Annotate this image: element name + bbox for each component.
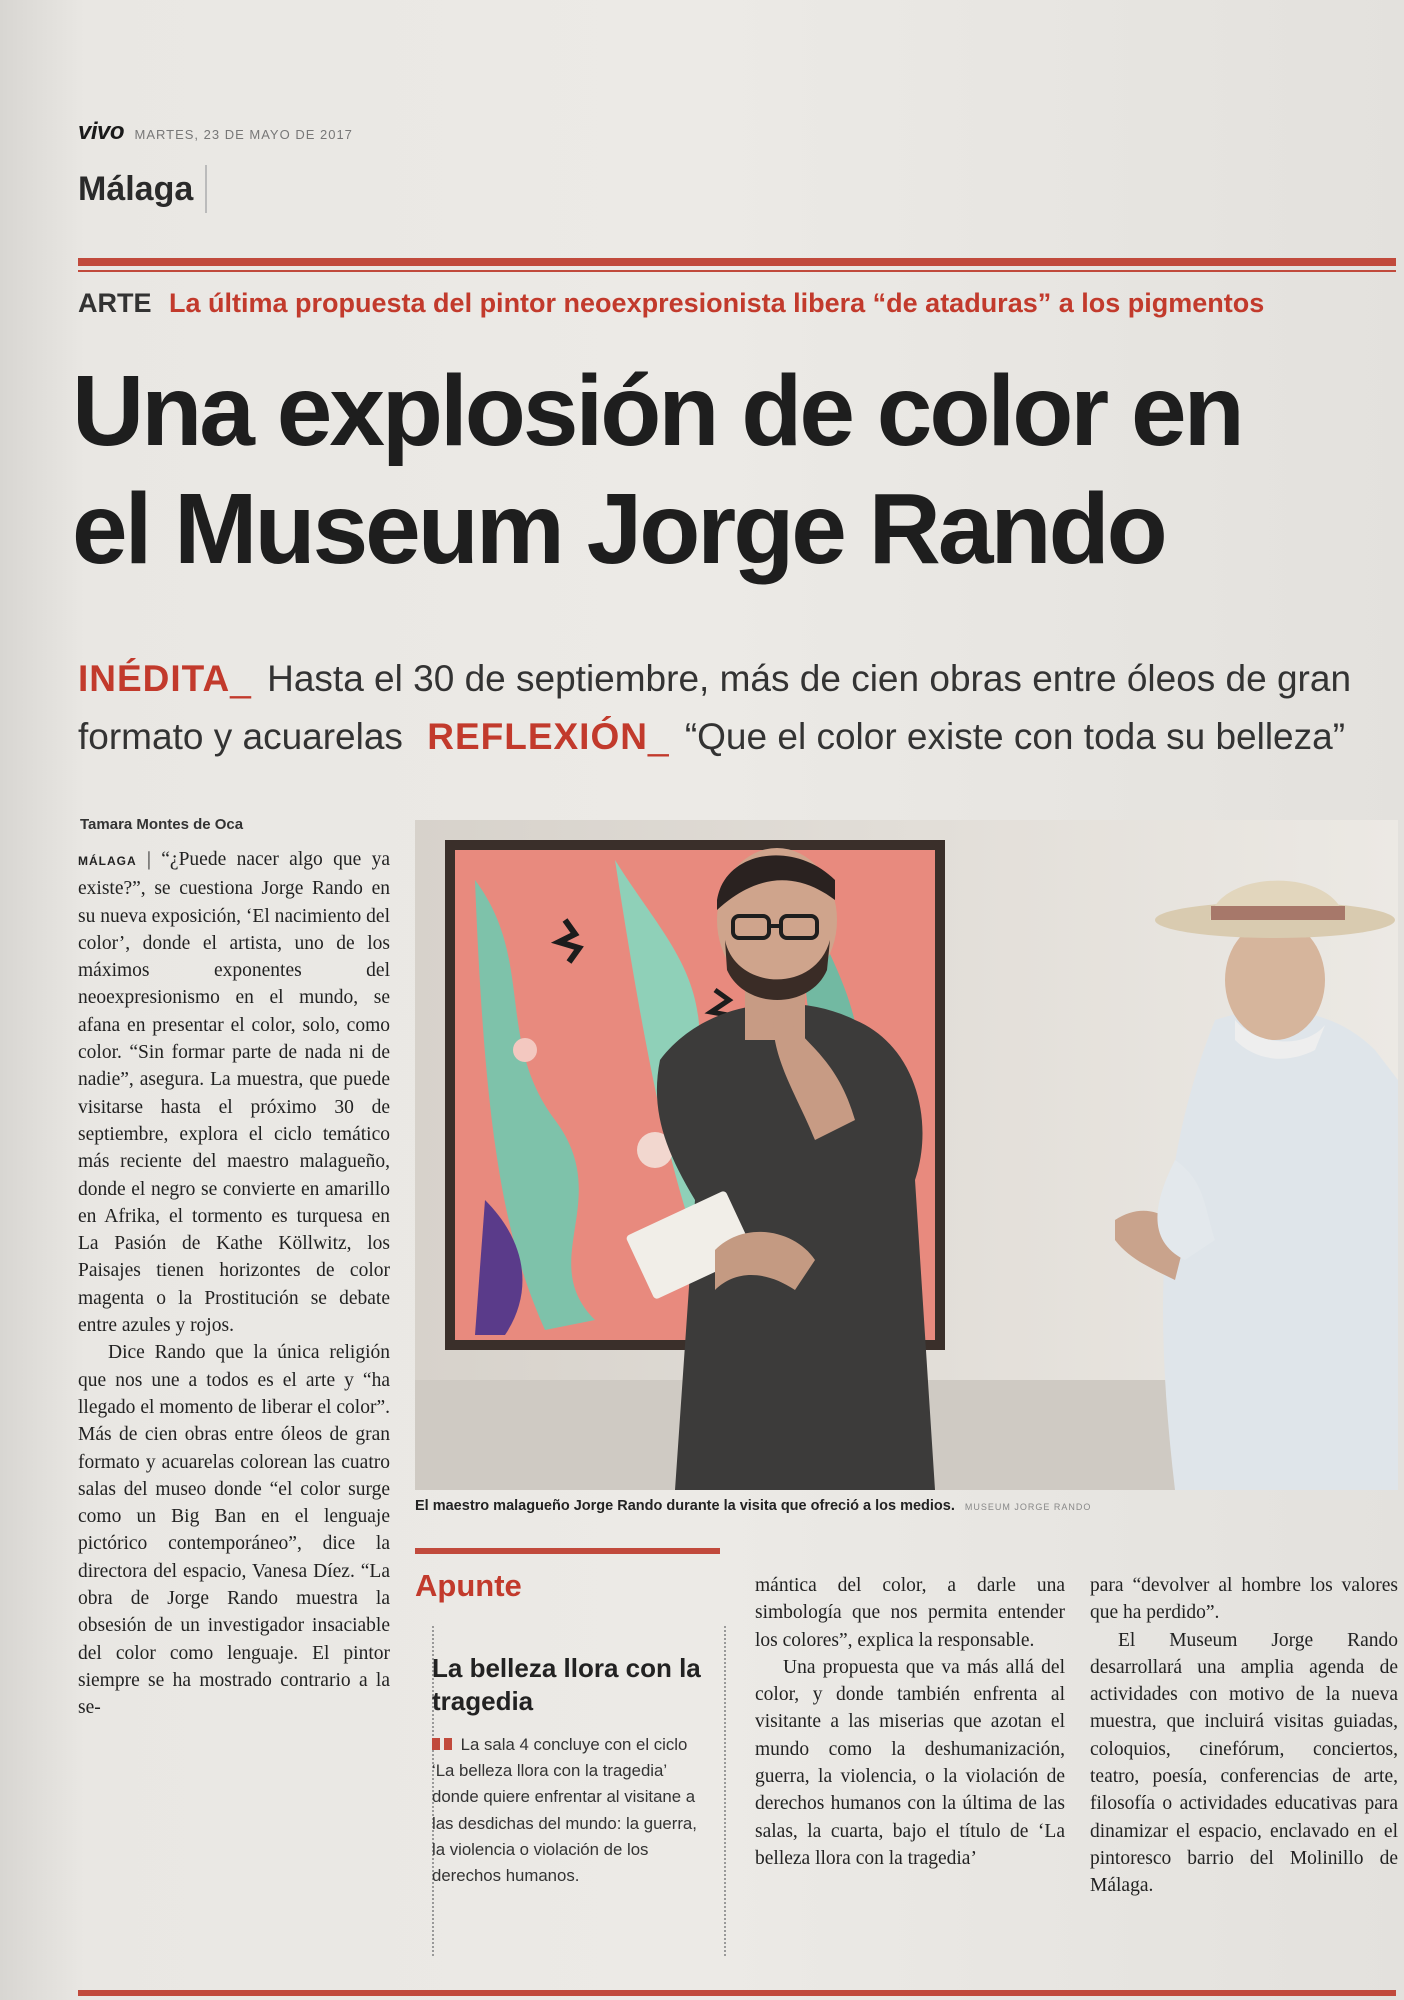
photo-caption: [415, 1498, 1398, 1514]
headline-line-2: el Museum Jorge Rando: [72, 473, 1165, 585]
bullet-square-icon: [444, 1738, 452, 1750]
deck-text-2: “Que el color existe con toda su belleza”: [684, 716, 1346, 757]
body-paragraph-3: mántica del color, a darle una simbología que nos permita entender los colores”, explica la responsable.: [755, 1575, 1065, 1651]
body-column-1: [78, 846, 390, 1722]
body-paragraph-1-text: “¿Puede nacer algo que ya existe?”, se cuestiona Jorge Rando en su nueva exposición, ‘El nacimiento del color’, donde el artista, uno de los máximos exponentes del neoexpresionismo en el mundo, se afana en presentar el color, solo, como color. “Sin formar parte de nada ni de nadie”, asegura. La muestra, que puede visitarse hasta el próximo 30 de septiembre, explora el ciclo temático más reciente del maestro malagueño, donde el negro se convierte en amarillo en Afrika, el tormento es turquesa en La Pasión de Kathe Köllwitz, los Paisajes tienen horizontes de color magenta o la Prostitución se debate entre azules y rojos.: [78, 849, 390, 1337]
deck-separator-2: _: [647, 716, 669, 757]
kicker: [78, 288, 1264, 319]
section-name: Málaga: [78, 165, 207, 213]
headline: [72, 352, 1392, 588]
deck-separator-1: _: [230, 658, 251, 699]
masthead-date: MARTES, 23 DE MAYO DE 2017: [134, 127, 353, 142]
photo-caption-text: El maestro malagueño Jorge Rando durante la visita que ofreció a los medios.: [415, 1498, 955, 1514]
body-paragraph-6: El Museum Jorge Rando desarrollará una amplia agenda de actividades con motivo de la nueva muestra, que incluirá visitas guiadas, coloquios, cinefórum, conciertos, teatro, poesía, conferencias de arte, filosofía o actividades educativas para dinamizar el espacio, enclavado en el pintoresco barrio del Molinillo de Málaga.: [1090, 1629, 1398, 1897]
bottom-rule: [78, 1990, 1396, 1996]
body-paragraph-2: Dice Rando que la única religión que nos une a todos es el arte y “ha llegado el momento de liberar el color”. Más de cien obras entre óleos de gran formato y acuarelas colorean las cuatro salas del museo donde “el color surge como un Big Ban en el lenguaje pictórico contemporáneo”, dice la directora del espacio, Vanesa Díez. “La obra de Jorge Rando muestra la obsesión de un investigador insaciable del color como lenguaje. El pintor siempre se ha mostrado contrario a la se-: [78, 1342, 390, 1719]
top-rule: [78, 258, 1396, 266]
bullet-square-icon: [432, 1738, 440, 1750]
deck-label-2: REFLEXIÓN: [427, 716, 648, 757]
body-column-3: [755, 1572, 1065, 1872]
photo-illustration: [415, 820, 1398, 1490]
headline-line-1: Una explosión de color en: [72, 355, 1242, 467]
kicker-tag: ARTE: [78, 288, 152, 318]
byline: Tamara Montes de Oca: [80, 816, 244, 833]
body-column-4: [1090, 1572, 1398, 1900]
deck: [78, 650, 1398, 766]
apunte-headline: La belleza llora con la tragedia: [432, 1653, 701, 1716]
top-rule-thin: [78, 270, 1396, 272]
apunte-rule: [415, 1548, 720, 1554]
body-paragraph-1: [78, 846, 390, 1339]
body-paragraph-4: Una propuesta que va más allá del color, y donde también enfrenta al visitante a las miserias que azotan el mundo como la deshumanización, guerra, la violencia, o la violación de derechos humanos con la última de las salas, la cuarta, bajo el título de ‘La belleza llora con la tragedia’: [755, 1656, 1065, 1869]
article-photo: [415, 820, 1398, 1490]
photo-credit: MUSEUM JORGE RANDO: [964, 1502, 1092, 1512]
apunte-title: Apunte: [415, 1568, 522, 1603]
deck-text-1: Hasta el 30 de septiembre, más de cien obras entre óleos de gran formato y acuarelas: [78, 658, 1352, 757]
apunte-body-text: La sala 4 concluye con el ciclo ‘La belleza llora con la tragedia’ donde quiere enfrentar al visitane a las desdichas del mundo: la guerra, la violencia o violación de los derechos humanos.: [432, 1735, 697, 1886]
deck-label-1: INÉDITA: [78, 658, 231, 699]
apunte-body: [432, 1732, 710, 1889]
dateline-separator: |: [136, 849, 162, 870]
body-paragraph-5: para “devolver al hombre los valores que ha perdido”.: [1090, 1575, 1398, 1624]
dateline-city: MÁLAGA: [78, 854, 137, 868]
masthead-brand: vivo: [78, 118, 125, 145]
kicker-text: La última propuesta del pintor neoexpresionista libera “de ataduras” a los pigmentos: [169, 288, 1265, 318]
masthead: [78, 118, 353, 146]
